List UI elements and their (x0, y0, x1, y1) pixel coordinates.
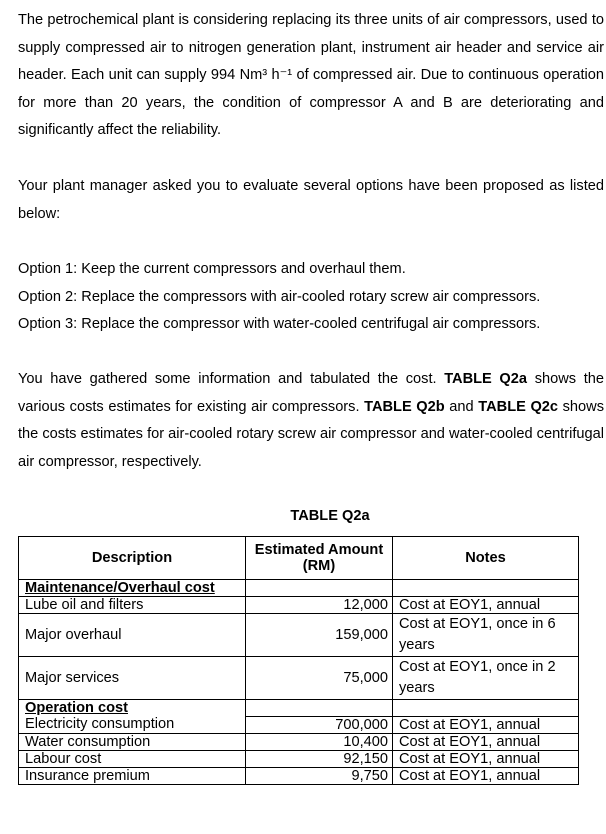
row-desc: Labour cost (19, 750, 246, 767)
table-row (19, 750, 579, 767)
section-row (19, 580, 579, 597)
header-description: Description (19, 537, 246, 580)
row-amount: 159,000 (246, 614, 393, 657)
section-row (19, 700, 579, 717)
cost-paragraph-text-4: shows the costs estimates for air-cooled rotary screw air compressor and water-cooled centrifugal air compressor, respectively. (18, 398, 605, 470)
row-desc: Electricity consumption (19, 716, 246, 733)
option-3: Option 3: Replace the compressor with water-cooled centrifugal air compressors. (18, 316, 541, 332)
cost-table (18, 536, 579, 785)
header-amount: Estimated Amount (RM) (246, 537, 393, 580)
table-header-row (19, 537, 579, 580)
table-row (19, 657, 579, 700)
row-note: Cost at EOY1, annual (393, 716, 579, 733)
table-row (19, 733, 579, 750)
table-row (19, 767, 579, 784)
section-operation: Operation cost (19, 700, 246, 717)
option-1: Option 1: Keep the current compressors and overhaul them. (18, 261, 406, 277)
cost-paragraph-text-2: shows the various costs estimates for existing air compressors. (18, 371, 605, 415)
row-note: Cost at EOY1, annual (393, 733, 579, 750)
row-amount: 700,000 (246, 716, 393, 733)
row-amount: 92,150 (246, 750, 393, 767)
table-row (19, 614, 579, 657)
table-row (19, 716, 579, 733)
row-amount: 10,400 (246, 733, 393, 750)
row-note: Cost at EOY1, once in 6 years (393, 614, 579, 657)
cost-paragraph-text-3: and (444, 398, 479, 415)
row-desc: Major services (19, 657, 246, 700)
row-note: Cost at EOY1, annual (393, 750, 579, 767)
table-row (19, 597, 579, 614)
row-amount: 75,000 (246, 657, 393, 700)
row-desc: Major overhaul (19, 614, 246, 657)
table-caption: TABLE Q2a (290, 508, 370, 524)
table-ref-q2c: TABLE Q2c (478, 398, 559, 415)
row-desc: Water consumption (19, 733, 246, 750)
intro-paragraph: The petrochemical plant is considering replacing its three units of air compressors, used to supply compressed air to nitrogen generation plant, instrument air header and service air header. Each unit can supply 994 Nm³ h⁻¹ of compressed air. Due to continuous operation for more than 20 years, the condition of compressor A and B are deteriorating and significantly affect the reliability. (18, 12, 604, 139)
row-amount: 12,000 (246, 597, 393, 614)
header-notes: Notes (393, 537, 579, 580)
row-note: Cost at EOY1, annual (393, 767, 579, 784)
row-amount: 9,750 (246, 767, 393, 784)
option-2: Option 2: Replace the compressors with air-cooled rotary screw air compressors. (18, 289, 541, 305)
row-desc: Lube oil and filters (19, 597, 246, 614)
table-ref-q2a: TABLE Q2a (444, 371, 528, 387)
row-desc: Insurance premium (19, 767, 246, 784)
request-paragraph: Your plant manager asked you to evaluate several options have been proposed as listed below: (18, 178, 604, 222)
cost-paragraph-text-1: You have gathered some information and tabulated the cost. (18, 371, 445, 387)
row-note: Cost at EOY1, annual (393, 597, 579, 614)
cost-paragraph (18, 366, 604, 476)
table-ref-q2b: TABLE Q2b (364, 398, 445, 415)
section-maintenance: Maintenance/Overhaul cost (19, 580, 246, 597)
row-note: Cost at EOY1, once in 2 years (393, 657, 579, 700)
